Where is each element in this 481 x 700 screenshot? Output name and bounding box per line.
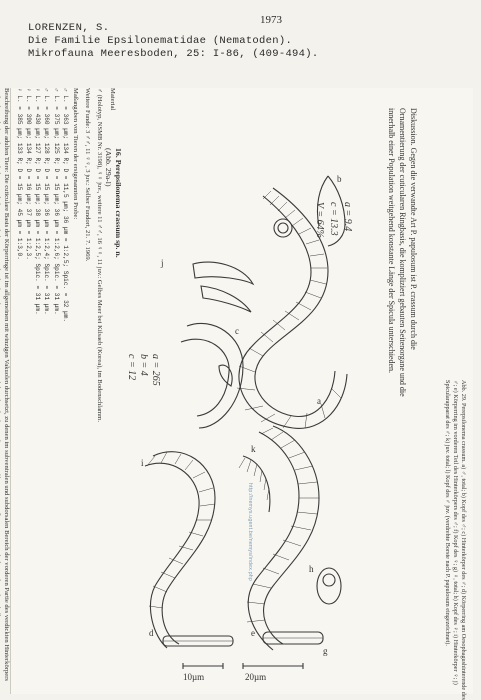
scanned-page <box>3 88 473 700</box>
panel-label-d: d <box>149 628 154 638</box>
paper-title: Die Familie Epsilonematidae (Nematoden). <box>28 35 293 47</box>
year: 1973 <box>260 14 282 26</box>
measurement-row: ♀ L. = 390 µm; 134 R; D = 16 µm; 37 µm = 1:2,3. <box>25 88 33 260</box>
holotype-text: ♂ (Holotyp, NSMB Nr. 3198), ♀♀ juv., weitere 11 ♂♂, 16 ♀♀, 11 juv.: Gelbes Meer bei Kilsaeb (Korea), im Bodenschlamm. <box>95 88 103 422</box>
handwritten-notes <box>126 202 353 386</box>
head-b-amphid <box>274 219 292 237</box>
panel-label-k: k <box>251 444 256 454</box>
journal-citation: Mikrofauna Meeresboden, 25: I-86, (409-494). <box>28 48 319 60</box>
description-text: Beschreibung der adulten Tiere: Die cuticulare Basis der Körperringe ist im allgemeinen mit winzigen Vakuolen durchsetzt, zu denen im subventralen und subdorsalen Bereich der vorderen Partie des verdickten Hinterkörpers <box>3 88 11 681</box>
panel-label-a: a <box>317 396 321 406</box>
panel-label-i: i <box>141 458 144 468</box>
author: LORENZEN, S. <box>28 22 110 34</box>
panel-label-c: c <box>235 326 239 336</box>
panel-label-h: h <box>309 564 314 574</box>
species-title: 16. Perepsilonema crassum sp. n. <box>114 148 123 258</box>
worm-g-outline <box>264 426 319 644</box>
hand-note: c = 12 <box>126 354 137 381</box>
measurement-row: ♂ L. = 360 µm; 128 R; D = 15 µm; 36 µm = 1:2,4; Spic. = 31 µm. <box>43 88 51 315</box>
scale-label: 10µm <box>183 672 205 682</box>
hand-note: V = 64% <box>314 202 325 239</box>
material-heading: Material <box>109 88 116 111</box>
watermark: http://nemys.ugent.be/nemys/index.php <box>247 483 253 581</box>
further-finds: Weitere Funde: 3 ♂♂, 11 ♀♀, 3 juv.: Selber Fundort, 21. 7. 1969. <box>83 88 91 262</box>
worm-i-rings <box>147 452 215 608</box>
nematode-drawings <box>123 166 361 686</box>
scale-label: 20µm <box>245 672 267 682</box>
hand-note: a = 265 <box>150 354 161 386</box>
spicule-j <box>193 262 253 284</box>
panel-label-e: e <box>251 628 255 638</box>
hand-note: c = 13.3 <box>328 202 339 236</box>
measurement-row: ♂ L. = 363 µm; 134 R; D = 11,5 µm; 36 µm = 1:2,5; Spic. = 32 µm. <box>61 88 69 323</box>
measurements-list <box>15 88 70 688</box>
figure-reference: (Abb. 29a-l) <box>104 148 113 187</box>
measurements-title: Maßangaben von Tieren der erstgenannten Probe: <box>71 88 79 220</box>
hand-note: b = 4 <box>138 354 149 376</box>
panel-label-j: j <box>161 258 164 268</box>
panel-label-b: b <box>337 174 342 184</box>
panel-labels <box>141 174 342 682</box>
worm-i-outline <box>153 452 215 644</box>
measurement-row: ♀ L. = 385 µm; 133 R; D = 15 µm; 45 µm = 1:3,0. <box>16 88 24 260</box>
figure-plate <box>123 166 361 686</box>
figure-caption: Abb. 29. Perepsilonema crassum. a) ♂, total; b) Kopf des ♂; c) Hinterkörper des ♂; d) Körperring am Oesophagushinterende des ♂; e) Körperring im vorderen Teil des Hinterkörpers des ♂; f) Kopf des ♀; g) ♀, total; h) Kopf des ♀; i) Hinterkörper ♀; j) Spicularapparat des ♂; k) juv. total; l) Kopf des ♂ juv. (verdrehte Borste nach P. papulosum eingezeichnet). <box>443 380 467 700</box>
measurement-row: ♀ L. = 430 µm; 127 R; D = 15 µm; 38 µm = 1:2,5; Spic. = 31 µm. <box>34 88 42 315</box>
reference-header <box>28 14 468 61</box>
measurement-row: ♂ L. = 375 µm; 125 R; D = 15 µm; 36 µm = 1:2,6; Spic. = 31 µm. <box>52 88 60 315</box>
hand-note: a = 9.4 <box>342 202 353 232</box>
discussion-text: Diskussion. Gegen die verwandte Art P. papulosum ist P. crassum durch die Ornamentierung der cuticularen Ringbasis, die kompliziert gebauten Seitenorgane und die innerhalb einer Population weitgehend konstante Länge der Spicula unterschieden. <box>386 108 418 397</box>
panel-label-g: g <box>323 646 328 656</box>
spicule-c <box>219 365 232 386</box>
